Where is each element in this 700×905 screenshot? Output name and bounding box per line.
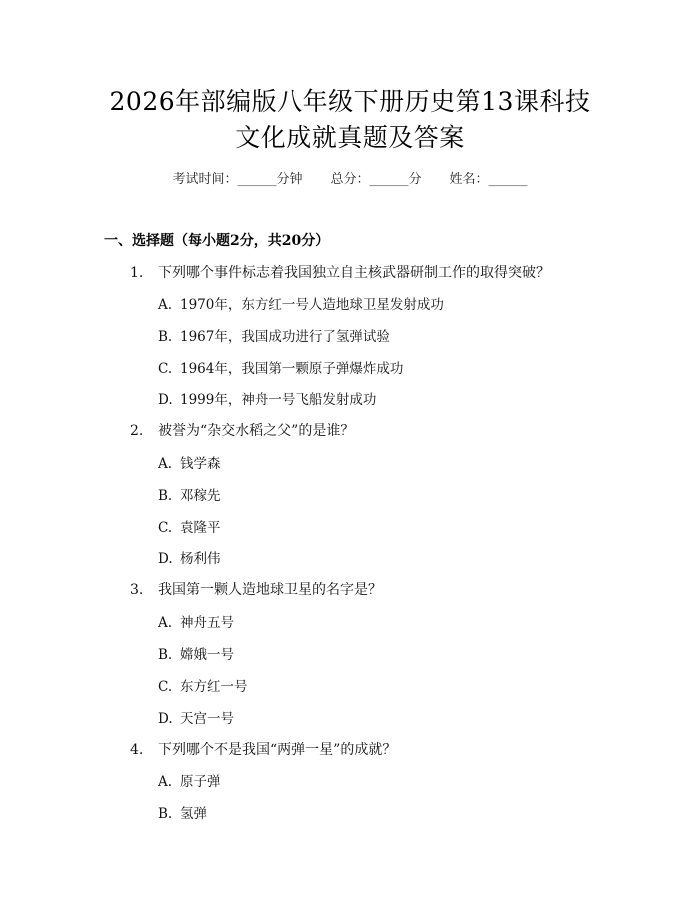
document-title-line2: 文化成就真题及答案 — [235, 123, 465, 152]
question-1 — [130, 262, 550, 282]
option-text: 原子弹 — [180, 774, 221, 790]
question-number: 3. — [130, 582, 144, 598]
document-title-line1: 2026年部编版八年级下册历史第13课科技 — [109, 87, 591, 116]
option-letter: A. — [158, 774, 173, 790]
option-text: 东方红一号 — [180, 679, 248, 695]
option-2b — [158, 484, 221, 504]
exam-meta — [0, 168, 700, 187]
question-4 — [130, 739, 396, 759]
total-score-field: 总分：______分 — [330, 172, 422, 187]
question-number: 1. — [130, 265, 144, 281]
option-3a — [158, 611, 234, 631]
option-text: 氢弹 — [180, 806, 207, 822]
question-text: 被誉为“杂交水稻之父”的是谁？ — [158, 423, 355, 439]
option-1c — [158, 357, 403, 377]
option-text: 1970年，东方红一号人造地球卫星发射成功 — [180, 297, 444, 313]
option-letter: B. — [158, 329, 173, 345]
exam-time-field: 考试时间：______分钟 — [172, 172, 303, 187]
option-3c — [158, 675, 248, 695]
option-text: 杨利伟 — [180, 551, 221, 567]
question-number: 2. — [130, 423, 144, 439]
option-letter: B. — [158, 488, 173, 504]
option-letter: C. — [158, 679, 173, 695]
option-letter: C. — [158, 520, 173, 536]
option-letter: D. — [158, 392, 173, 408]
option-letter: A. — [158, 615, 173, 631]
question-3 — [130, 579, 382, 599]
question-number: 4. — [130, 742, 144, 758]
option-1b — [158, 325, 390, 345]
option-text: 1967年，我国成功进行了氢弹试验 — [180, 329, 390, 345]
option-text: 天宫一号 — [180, 711, 234, 727]
option-text: 嫦娥一号 — [180, 647, 234, 663]
option-2d — [158, 547, 221, 567]
section-heading: 一、选择题（每小题2分，共20分） — [104, 233, 330, 249]
option-letter: C. — [158, 361, 173, 377]
question-text: 下列哪个事件标志着我国独立自主核武器研制工作的取得突破？ — [158, 265, 550, 281]
question-text: 我国第一颗人造地球卫星的名字是？ — [158, 582, 382, 598]
option-letter: B. — [158, 806, 173, 822]
option-text: 1964年，我国第一颗原子弹爆炸成功 — [180, 361, 404, 377]
option-text: 钱学森 — [180, 456, 221, 472]
option-2c — [158, 516, 221, 536]
option-4a — [158, 770, 221, 790]
question-2 — [130, 420, 354, 440]
option-text: 袁隆平 — [180, 520, 221, 536]
option-letter: A. — [158, 297, 173, 313]
option-3b — [158, 643, 234, 663]
option-4b — [158, 802, 207, 822]
option-text: 1999年，神舟一号飞船发射成功 — [180, 392, 377, 408]
option-text: 神舟五号 — [180, 615, 234, 631]
option-1a — [158, 293, 444, 313]
question-text: 下列哪个不是我国“两弹一星”的成就？ — [158, 742, 397, 758]
option-letter: A. — [158, 456, 173, 472]
option-3d — [158, 707, 234, 727]
student-name-field: 姓名：______ — [449, 172, 528, 187]
option-letter: D. — [158, 551, 173, 567]
option-2a — [158, 452, 221, 472]
option-1d — [158, 388, 376, 408]
option-text: 邓稼先 — [180, 488, 221, 504]
option-letter: B. — [158, 647, 173, 663]
option-letter: D. — [158, 711, 173, 727]
